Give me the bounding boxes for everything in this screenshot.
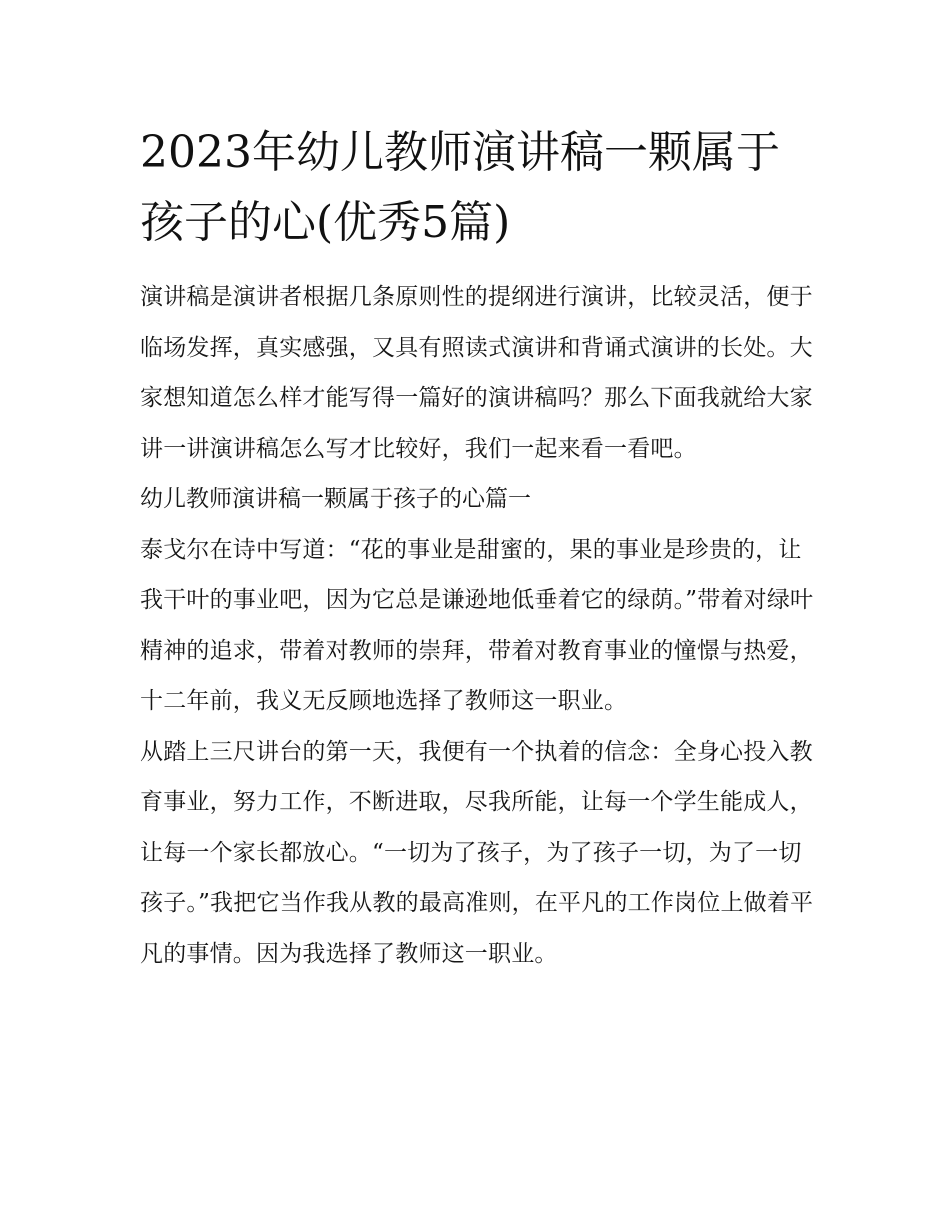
intro-paragraph: 演讲稿是演讲者根据几条原则性的提纲进行演讲，比较灵活，便于临场发挥，真实感强，又具有照读式演讲和背诵式演讲的长处。大家想知道怎么样才能写得一篇好的演讲稿吗？那么下面我就给大家讲一讲演讲稿怎么写才比较好，我们一起来看一看吧。: [140, 284, 813, 462]
document-body: [140, 118, 816, 979]
document-title: 2023年幼儿教师演讲稿一颗属于孩子的心(优秀5篇): [140, 127, 780, 248]
body-paragraph-2: 从踏上三尺讲台的第一天，我便有一个执着的信念：全身心投入教育事业，努力工作，不断进取，尽我所能，让每一个学生能成人，让每一个家长都放心。“一切为了孩子，为了孩子一切，为了一切孩子。”我把它当作我从教的最高准则，在平凡的工作岗位上做着平凡的事情。因为我选择了教师这一职业。: [140, 738, 814, 967]
section-heading: 幼儿教师演讲稿一颗属于孩子的心篇一: [140, 486, 531, 512]
body-paragraph-1: 泰戈尔在诗中写道：“花的事业是甜蜜的，果的事业是珍贵的，让我干叶的事业吧，因为它总是谦逊地低垂着它的绿荫。”带着对绿叶精神的追求，带着对教师的崇拜，带着对教育事业的憧憬与热爱，十二年前，我义无反顾地选择了教师这一职业。: [140, 536, 814, 714]
